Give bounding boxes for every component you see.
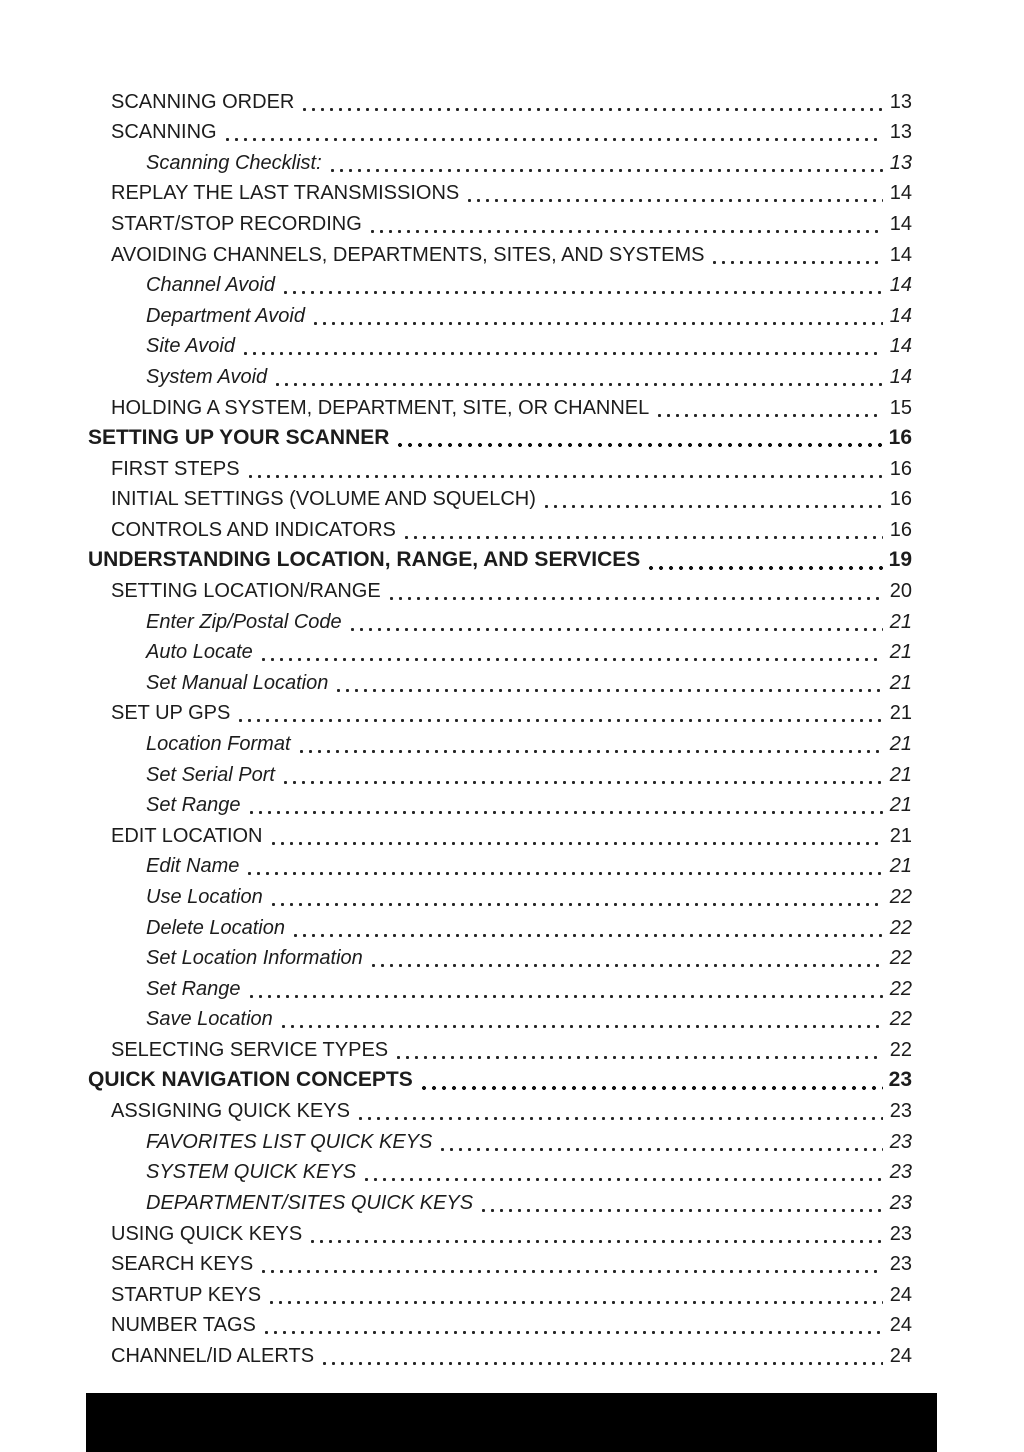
toc-entry-label: SCANNING bbox=[111, 121, 217, 144]
dot-leader bbox=[267, 1276, 883, 1307]
toc-entry-label: Site Avoid bbox=[146, 335, 235, 358]
toc-entry-page: 13 bbox=[889, 90, 912, 113]
toc-entry bbox=[88, 817, 912, 848]
toc-entry bbox=[88, 358, 912, 389]
dot-leader bbox=[311, 297, 883, 328]
toc-entry-label: USING QUICK KEYS bbox=[111, 1222, 303, 1245]
toc-entry-page: 21 bbox=[889, 794, 912, 817]
dot-leader bbox=[273, 358, 883, 389]
toc-entry-page: 14 bbox=[889, 212, 912, 235]
dot-leader bbox=[710, 236, 883, 267]
toc-entry bbox=[88, 511, 912, 542]
dot-leader bbox=[262, 1307, 883, 1338]
toc-entry-label: Scanning Checklist: bbox=[146, 151, 322, 174]
toc-entry-page: 23 bbox=[889, 1222, 912, 1245]
toc-entry-page: 14 bbox=[889, 274, 912, 297]
toc-entry bbox=[88, 1246, 912, 1277]
toc-entry-label: Set Range bbox=[146, 977, 241, 1000]
dot-leader bbox=[479, 1184, 883, 1215]
toc-entry bbox=[88, 1062, 912, 1093]
toc-entry-page: 23 bbox=[889, 1130, 912, 1153]
dot-leader bbox=[245, 848, 883, 879]
toc-entry-label: SCANNING ORDER bbox=[111, 90, 295, 113]
dot-leader bbox=[334, 664, 883, 695]
toc-entry bbox=[88, 878, 912, 909]
toc-entry-label: INITIAL SETTINGS (VOLUME AND SQUELCH) bbox=[111, 488, 536, 511]
toc-entry-page: 22 bbox=[889, 1039, 912, 1061]
toc-entry bbox=[88, 940, 912, 971]
toc-entry-label: SELECTING SERVICE TYPES bbox=[111, 1039, 389, 1061]
dot-leader bbox=[387, 573, 883, 604]
toc-entry-page: 23 bbox=[888, 1068, 912, 1092]
toc-entry bbox=[88, 664, 912, 695]
toc-entry-label: EDIT LOCATION bbox=[111, 824, 263, 847]
toc-entry bbox=[88, 267, 912, 298]
toc-entry-page: 23 bbox=[889, 1100, 912, 1123]
toc-entry bbox=[88, 1276, 912, 1307]
dot-leader bbox=[369, 940, 883, 971]
toc-entry-page: 24 bbox=[889, 1314, 912, 1337]
dot-leader bbox=[291, 909, 883, 940]
toc-entry bbox=[88, 1154, 912, 1185]
toc-entry-label: SET UP GPS bbox=[111, 702, 231, 725]
toc-entry-label: System Avoid bbox=[146, 365, 268, 388]
toc-entry-page: 21 bbox=[889, 671, 912, 694]
toc-entry-page: 21 bbox=[889, 855, 912, 878]
dot-leader bbox=[236, 695, 883, 726]
dot-leader bbox=[655, 389, 883, 420]
toc-entry-label: Channel Avoid bbox=[146, 274, 275, 297]
dot-leader bbox=[300, 83, 883, 114]
toc-entry-label: CHANNEL/ID ALERTS bbox=[111, 1344, 315, 1367]
toc-entry-label: Set Location Information bbox=[146, 947, 363, 970]
toc-entry-page: 22 bbox=[889, 886, 912, 909]
toc-entry-page: 21 bbox=[889, 733, 912, 756]
dot-leader bbox=[646, 542, 883, 573]
toc-entry-page: 24 bbox=[889, 1283, 912, 1306]
dot-leader bbox=[269, 878, 883, 909]
toc-entry bbox=[88, 1337, 912, 1368]
dot-leader bbox=[259, 634, 883, 665]
dot-leader bbox=[246, 450, 883, 481]
toc-entry-page: 14 bbox=[889, 304, 912, 327]
toc-entry-label: SETTING UP YOUR SCANNER bbox=[88, 425, 390, 449]
toc-entry-label: FIRST STEPS bbox=[111, 457, 240, 480]
toc-entry-page: 20 bbox=[889, 580, 912, 603]
toc-entry bbox=[88, 83, 912, 114]
toc-entry-page: 14 bbox=[889, 365, 912, 388]
dot-leader bbox=[419, 1062, 883, 1093]
toc-entry bbox=[88, 450, 912, 481]
toc-entry-page: 24 bbox=[889, 1344, 912, 1367]
toc-entry-page: 19 bbox=[888, 548, 912, 572]
dot-leader bbox=[308, 1215, 883, 1246]
toc-entry bbox=[88, 114, 912, 145]
toc-entry-page: 22 bbox=[889, 977, 912, 1000]
toc-entry-label: Location Format bbox=[146, 733, 291, 756]
dot-leader bbox=[247, 970, 883, 1001]
toc-entry bbox=[88, 1001, 912, 1032]
footer-bar bbox=[86, 1393, 937, 1452]
toc-entry-page: 22 bbox=[889, 947, 912, 970]
toc-entry-page: 16 bbox=[889, 457, 912, 480]
toc-entry-label: SETTING LOCATION/RANGE bbox=[111, 580, 381, 603]
toc-entry bbox=[88, 1184, 912, 1215]
dot-leader bbox=[269, 817, 883, 848]
dot-leader bbox=[395, 420, 883, 451]
toc-entry bbox=[88, 389, 912, 420]
toc-entry-label: QUICK NAVIGATION CONCEPTS bbox=[88, 1068, 413, 1092]
toc-entry-page: 13 bbox=[889, 121, 912, 144]
toc-entry-page: 22 bbox=[889, 1008, 912, 1031]
dot-leader bbox=[281, 756, 883, 787]
toc-entry-page: 23 bbox=[889, 1191, 912, 1214]
toc-entry-label: FAVORITES LIST QUICK KEYS bbox=[146, 1130, 433, 1153]
toc-entry bbox=[88, 909, 912, 940]
dot-leader bbox=[394, 1031, 883, 1062]
toc-entry-label: Set Manual Location bbox=[146, 671, 329, 694]
toc-entry bbox=[88, 144, 912, 175]
dot-leader bbox=[279, 1001, 883, 1032]
toc-entry-page: 16 bbox=[889, 518, 912, 541]
dot-leader bbox=[328, 144, 883, 175]
toc-entry-label: Set Range bbox=[146, 794, 241, 817]
toc-entry-label: Set Serial Port bbox=[146, 763, 275, 786]
toc-entry-page: 23 bbox=[889, 1161, 912, 1184]
toc-entry bbox=[88, 542, 912, 573]
dot-leader bbox=[542, 481, 883, 512]
toc-entry bbox=[88, 297, 912, 328]
dot-leader bbox=[247, 787, 883, 818]
toc-entry bbox=[88, 1093, 912, 1124]
toc-entry-page: 14 bbox=[889, 243, 912, 266]
toc-entry bbox=[88, 328, 912, 359]
toc-entry bbox=[88, 848, 912, 879]
toc-entry bbox=[88, 787, 912, 818]
toc-entry-label: Auto Locate bbox=[146, 641, 253, 664]
toc-entry-label: REPLAY THE LAST TRANSMISSIONS bbox=[111, 182, 460, 205]
dot-leader bbox=[465, 175, 883, 206]
toc-entry-label: ASSIGNING QUICK KEYS bbox=[111, 1100, 350, 1123]
toc-entry-label: CONTROLS AND INDICATORS bbox=[111, 518, 396, 541]
dot-leader bbox=[348, 603, 883, 634]
toc-entry-page: 21 bbox=[889, 702, 912, 725]
toc-entry-label: SYSTEM QUICK KEYS bbox=[146, 1161, 357, 1184]
toc-entry bbox=[88, 1307, 912, 1338]
toc-entry-label: SEARCH KEYS bbox=[111, 1253, 254, 1276]
toc-entry bbox=[88, 1123, 912, 1154]
toc-entry bbox=[88, 481, 912, 512]
toc-entry bbox=[88, 573, 912, 604]
toc-entry-page: 21 bbox=[889, 641, 912, 664]
toc-entry bbox=[88, 175, 912, 206]
toc-entry-label: Edit Name bbox=[146, 855, 240, 878]
toc-entry-label: STARTUP KEYS bbox=[111, 1283, 262, 1306]
toc-entry bbox=[88, 1215, 912, 1246]
toc-entry-page: 21 bbox=[889, 824, 912, 847]
dot-leader bbox=[281, 267, 883, 298]
toc-entry-label: AVOIDING CHANNELS, DEPARTMENTS, SITES, AND SYSTEMS bbox=[111, 243, 705, 266]
toc-entry-page: 22 bbox=[889, 916, 912, 939]
toc-entry-page: 16 bbox=[888, 425, 912, 449]
dot-leader bbox=[402, 511, 883, 542]
toc-entry-page: 21 bbox=[889, 763, 912, 786]
dot-leader bbox=[362, 1154, 883, 1185]
toc-entry bbox=[88, 695, 912, 726]
toc-entry-page: 14 bbox=[889, 335, 912, 358]
toc-entry-page: 16 bbox=[889, 488, 912, 511]
dot-leader bbox=[438, 1123, 883, 1154]
dot-leader bbox=[259, 1246, 883, 1277]
toc-entry-label: START/STOP RECORDING bbox=[111, 212, 362, 235]
toc-entry-label: Save Location bbox=[146, 1008, 273, 1031]
toc-entry bbox=[88, 756, 912, 787]
toc-entry bbox=[88, 970, 912, 1001]
toc-entry-label: Enter Zip/Postal Code bbox=[146, 610, 342, 633]
toc-entry-label: DEPARTMENT/SITES QUICK KEYS bbox=[146, 1191, 474, 1214]
dot-leader bbox=[320, 1337, 883, 1368]
toc-entry bbox=[88, 236, 912, 267]
toc-entry-page: 14 bbox=[889, 182, 912, 205]
toc-entry-page: 21 bbox=[889, 610, 912, 633]
toc-entry bbox=[88, 420, 912, 451]
dot-leader bbox=[223, 114, 883, 145]
toc-entry-page: 15 bbox=[889, 396, 912, 419]
toc-entry-label: NUMBER TAGS bbox=[111, 1314, 256, 1337]
toc-entry-label: Delete Location bbox=[146, 916, 285, 939]
toc-entry-label: Use Location bbox=[146, 886, 263, 909]
toc-entry-label: Department Avoid bbox=[146, 304, 305, 327]
toc-list bbox=[88, 83, 912, 1368]
dot-leader bbox=[356, 1093, 883, 1124]
dot-leader bbox=[368, 205, 883, 236]
toc-entry bbox=[88, 725, 912, 756]
dot-leader bbox=[241, 328, 883, 359]
toc-entry bbox=[88, 205, 912, 236]
toc-entry bbox=[88, 1031, 912, 1062]
toc-entry-page: 13 bbox=[889, 151, 912, 174]
toc-entry-label: UNDERSTANDING LOCATION, RANGE, AND SERVICES bbox=[88, 548, 641, 572]
dot-leader bbox=[297, 725, 883, 756]
toc-entry bbox=[88, 603, 912, 634]
toc-entry-label: HOLDING A SYSTEM, DEPARTMENT, SITE, OR CHANNEL bbox=[111, 396, 650, 419]
toc-entry bbox=[88, 634, 912, 665]
toc-entry-page: 23 bbox=[889, 1253, 912, 1276]
